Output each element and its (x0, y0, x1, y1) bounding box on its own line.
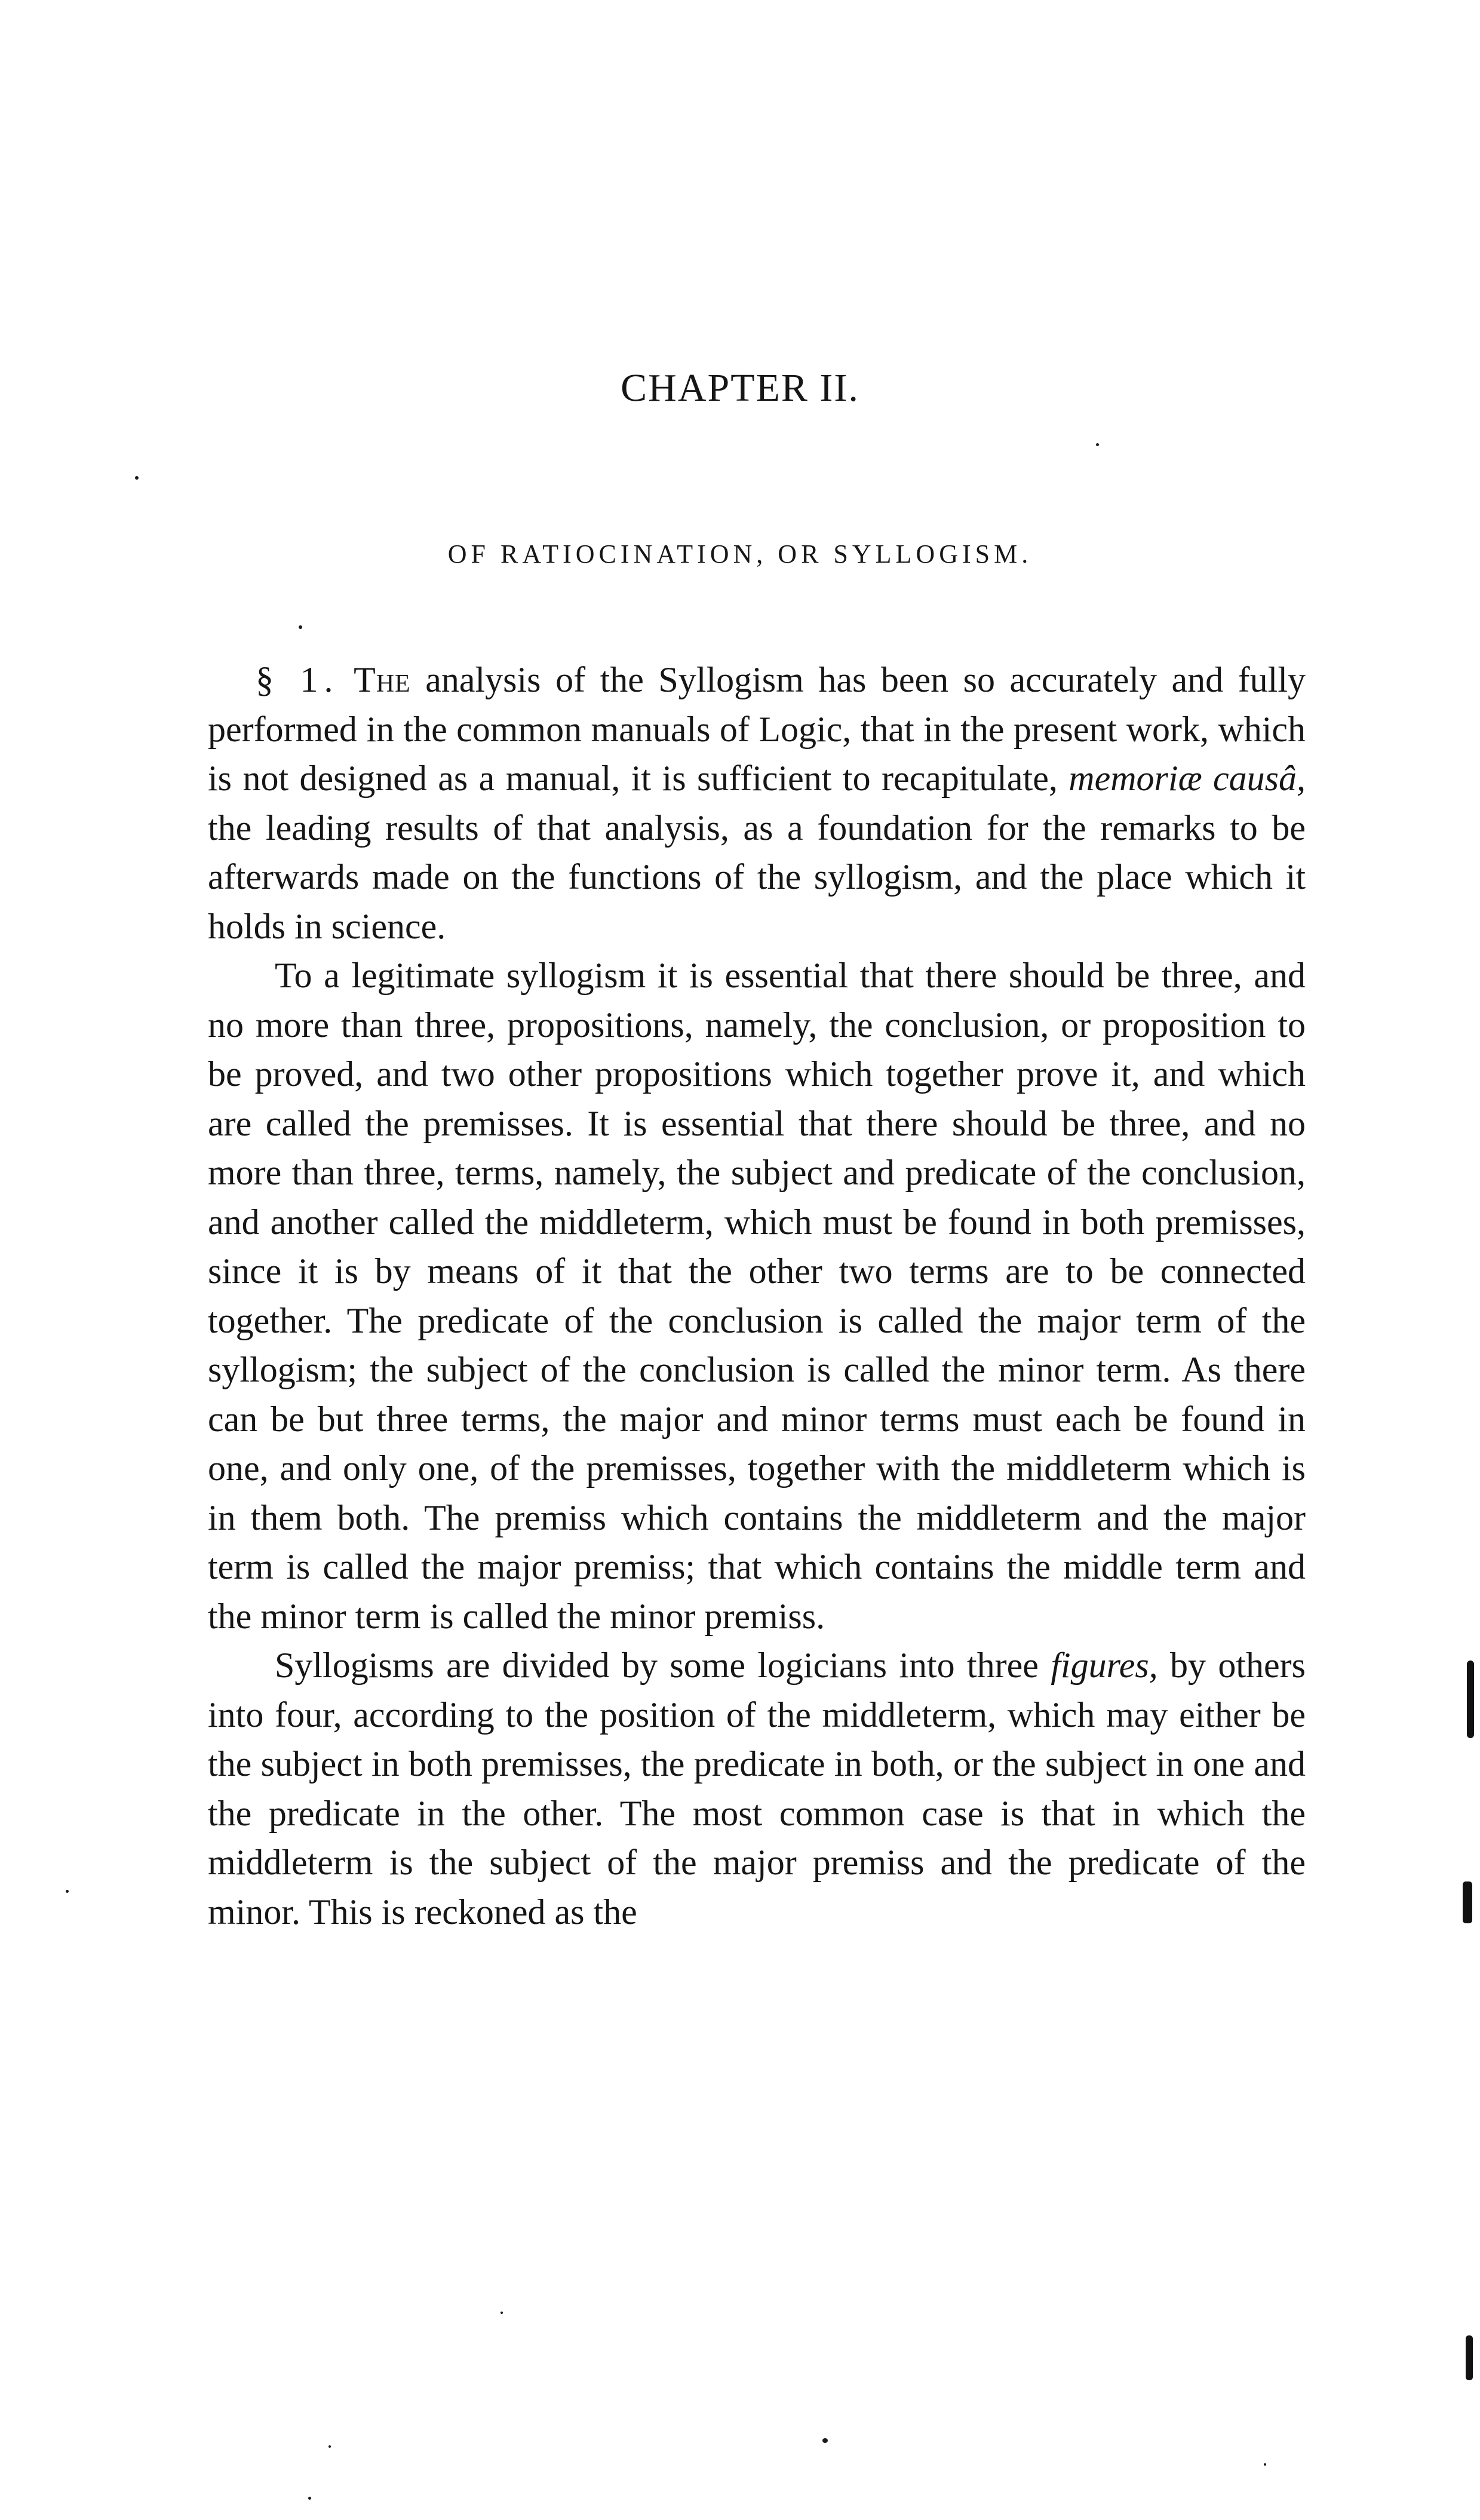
paragraph-1-text-end: the leading results of that analysis, as a foundation for the remarks to be afterwards made on the functions of the syllogism, and the place which it holds in science. (208, 808, 1306, 946)
body-text (208, 655, 1306, 1936)
latin-phrase: memoriæ causâ, (1068, 759, 1306, 798)
chapter-subtitle: OF RATIOCINATION, OR SYLLOGISM. (447, 539, 1033, 569)
margin-mark (1463, 1881, 1472, 1923)
scan-speck (501, 2312, 503, 2314)
scan-speck (328, 2445, 331, 2448)
italic-term: figures, (1051, 1646, 1158, 1685)
margin-mark (1467, 1660, 1474, 1738)
paragraph-3 (208, 1641, 1306, 1936)
paragraph-1-text: analysis of the Syllogism has been so accurately and fully performed in the common manuals of Logic, that in the present work, which is not designed as a manual, it is sufficient to recapitulate, (208, 660, 1306, 798)
paragraph-2: To a legitimate syllogism it is essential that there should be three, and no more than three, propositions, namely, the conclusion, or proposition to be proved, and two other propositions which together prove it, and which are called the premisses. It is essential that there should be three, and no more than three, terms, namely, the subject and predicate of the conclusion, and another called the middleterm, which must be found in both premisses, since it is by means of it that the other two terms are to be connected together. The predicate of the conclusion is called the major term of the syllogism; the subject of the conclusion is called the minor term. As there can be but three terms, the major and minor terms must each be found in one, and only one, of the premisses, together with the middleterm which is in them both. The premiss which contains the middleterm and the major term is called the major premiss; that which contains the middle term and the minor term is called the minor premiss. (208, 956, 1306, 1636)
paragraph-3-text-end: by others into four, according to the position of the middleterm, which may either be the subject in both premisses, the predicate in both, or the subject in one and the predicate in the other. The most common case is that in which the middleterm is the subject of the major premiss and the predicate of the minor. This is reckoned as the (208, 1646, 1306, 1932)
paragraph-3-text: Syllogisms are divided by some logicians into three (275, 1646, 1039, 1685)
scan-speck (299, 625, 302, 629)
chapter-title: CHAPTER II. (621, 366, 859, 410)
section-mark: § 1. (256, 660, 339, 699)
scan-speck (66, 1890, 69, 1893)
scan-speck (135, 476, 139, 480)
paragraph-1 (208, 655, 1306, 951)
scan-speck (1264, 2463, 1266, 2466)
scan-speck (1096, 443, 1099, 446)
first-word: The (354, 660, 411, 699)
margin-mark (1466, 2335, 1473, 2380)
scan-speck (822, 2438, 828, 2443)
scan-speck (308, 2497, 311, 2500)
